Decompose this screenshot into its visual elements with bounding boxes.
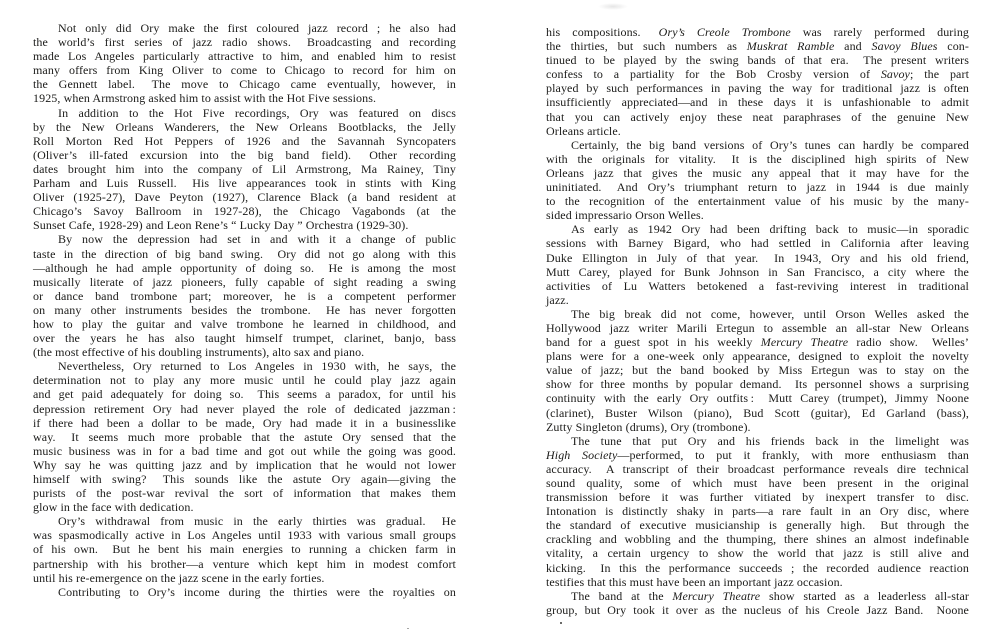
text-line [546,391,969,405]
text-run: The big break did not come, however, until Orson Welles asked the [571,306,969,321]
text-run: determination not to play any more music until he could play jazz again [33,373,456,388]
text-line [546,575,969,589]
text-run: group, but Ory took it over as the nucleus of his Creole Jazz Band. Noone [546,602,969,617]
paragraph [33,585,456,599]
text-line [546,265,969,279]
paragraph [546,307,969,434]
text-run: until his re-emergence on the jazz scene in the early forties. [33,570,325,585]
text-line [33,486,456,500]
text-line [33,303,456,317]
text-line [33,204,456,218]
text-run: Roll Morton Red Hot Peppers of 1926 and the Savannah Syncopaters [33,133,456,148]
text-run: of his own. But he bent his main energies to running a chicken farm in [33,542,456,557]
text-run: As early as 1942 Ory had been drifting back to music—in sporadic [571,222,969,237]
text-line [546,462,969,476]
italic-text-run: Savoy Blues [871,39,938,54]
text-line [33,176,456,190]
text-column-left [33,21,456,599]
text-run: tinued to be played by the swing bands of that era. The present writers [546,53,969,68]
text-line [546,39,969,53]
text-run: partnership with his brother—a venture which kept him in modest comfort [33,556,456,571]
text-run: Duke Ellington in July of that year. In 1943, Ory and his old friend, [546,250,969,265]
text-run: con- [937,39,970,54]
text-line [546,561,969,575]
scan-smudge-mark [598,3,628,10]
text-run: sided impressario Orson Welles. [546,208,704,223]
text-line [33,35,456,49]
text-line [33,247,456,261]
text-run: if there had been a dollar to be made, Ory had made it in a businesslike [33,415,456,430]
text-run: was spasmodically active in Los Angeles until 1933 with various small groups [33,528,456,543]
text-line [546,406,969,420]
text-run: Nevertheless, Ory returned to Los Angeles in 1930 with, he says, the [58,359,456,374]
text-run: music business was in for a bad time and got out while the going was good. [33,443,456,458]
text-line [546,166,969,180]
text-line [33,387,456,401]
text-run: insufficiently appreciated—and in these days it is unfashionable to admit [546,95,969,110]
italic-text-run: Savoy [880,67,910,82]
text-line [33,106,456,120]
text-line [33,416,456,430]
text-run: vitality, a certain urgency to show the world that jazz is still alive and [546,546,969,561]
text-run: The band at the [571,588,673,603]
text-run: ; the part [909,67,969,82]
text-line [33,528,456,542]
paragraph [33,106,456,233]
text-line [546,546,969,560]
text-line [33,63,456,77]
text-run: the Gennett label. The move to Chicago came eventually, however, in [33,77,456,92]
text-run: Contributing to Ory’s income during the thirties were the royalties on [58,584,456,599]
text-run: himself with swing? This sounds like the astute Ory again—giving the [33,472,456,486]
text-run: By now the depression had set in and with it a change of public [58,232,456,247]
italic-text-run: Mercury Theatre [672,588,761,603]
text-line [33,458,456,472]
text-line [33,261,456,275]
paragraph [33,359,456,514]
text-run: was rarely performed during [790,25,970,39]
text-line [546,194,969,208]
text-run: made Los Angeles particularly attractive to him, and enabled him to resist [33,49,456,64]
paragraph [546,434,969,589]
text-line [546,518,969,532]
text-line [33,571,456,585]
text-line [33,289,456,303]
text-line [33,557,456,571]
text-line [33,120,456,134]
text-line [546,236,969,250]
paragraph [546,589,969,617]
text-line [546,603,969,617]
text-run: taste in the direction of big band swing. Ory did not go along with this [33,246,456,261]
text-line [33,218,456,232]
text-run: show started as a leaderless all-star [760,588,969,603]
text-run: Intonation is distinctly shaky in parts—a rare fault in an Ory disc, where [546,504,969,519]
text-run: radio show. Welles’ [848,335,969,350]
print-artifact-dot [407,628,409,629]
paragraph [33,232,456,359]
text-run: Not only did Ory make the first coloured jazz record ; he also had [58,21,456,35]
text-run: sound quality, some of which must have been present in the original [546,476,969,490]
text-line [546,124,969,138]
text-run: over the years he has also taught himself trumpet, clarinet, banjo, bass [33,331,456,346]
text-run: glow in the face with dedication. [33,500,194,515]
text-line [33,275,456,289]
text-run: that you can actively enjoy these neat paraphrases of the genuine New [546,109,969,124]
text-line [33,542,456,556]
text-line [33,331,456,345]
text-line [33,162,456,176]
text-run: jazz. [546,292,569,307]
text-run: played by such performances in paving the way for traditional jazz is often [546,81,969,96]
text-line [33,430,456,444]
text-run: 1925, when Armstrong asked him to assist with the Hot Five sessions. [33,91,377,106]
text-run: or dance band trombone part; moreover, he is a competent performer [33,288,456,303]
text-run: (Oliver’s ill-fated excursion into the big band field). Other recording [33,147,456,162]
text-run: —although he had ample opportunity of doing so. He is among the most [33,260,456,275]
text-run: —performed, to put it frankly, with more enthusiasm than [617,447,969,462]
text-run: Orleans article. [546,123,621,138]
text-line [546,110,969,124]
text-line [33,585,456,599]
text-run: purists of the post-war revival the sort of information that makes them [33,486,456,501]
text-line [33,77,456,91]
text-run: his compositions. [546,25,659,39]
text-run: Sunset Cafe, 1928-29) and Leon Rene’s “ Lucky Day ” Orchestra (1929-30). [33,218,409,233]
text-line [546,180,969,194]
text-run: on many other instruments besides the trombone. He has never forgotten [33,302,456,317]
text-line [33,134,456,148]
text-line [33,373,456,387]
text-run: to the recognition of the entertainment value of his music by the many- [546,194,969,209]
text-run: Certainly, the big band versions of Ory’s tunes can hardly be compared [571,137,969,152]
text-run: continuity with the early Ory outfits : Mutt Carey (trumpet), Jimmy Noone [546,391,969,406]
text-line [546,589,969,603]
text-run: Parham and Luis Russell. His live appearances took in stints with King [33,176,456,191]
text-line [546,138,969,152]
text-line [33,49,456,63]
text-run: Why say he was quitting jazz and by implication that he would not lower [33,457,456,472]
text-run: by the New Orleans Wanderers, the New Orleans Bootblacks, the Jelly [33,119,456,134]
text-line [546,208,969,222]
text-line [33,190,456,204]
text-run: Ory’s withdrawal from music in the early thirties was gradual. He [58,514,456,529]
text-run: sessions with Barney Bigard, who had settled in California after leaving [546,236,969,251]
text-line [33,91,456,105]
text-run: confess to a partiality for the Bob Crosby version of [546,67,881,82]
text-run: crackling and wobbling and the thumping, there shines an almost indefinable [546,532,969,547]
text-line [33,345,456,359]
text-run: Zutty Singleton (drums), Ory (trombone). [546,419,751,434]
text-line [33,514,456,528]
paragraph [33,514,456,584]
text-line [546,335,969,349]
text-run: show for three months by popular demand. Its personnel shows a surprising [546,377,969,392]
text-line [546,363,969,377]
text-line [33,359,456,373]
text-run: with the originals for vitality. It is the disciplined high spirits of New [546,151,969,166]
text-run: testifies that this must have been an important jazz occasion. [546,574,843,589]
text-run: dates brought him into the company of Lil Armstrong, Ma Rainey, Tiny [33,161,456,176]
text-run: depression retirement Ory had never played the role of dedicated jazzman : [33,401,456,416]
text-line [33,317,456,331]
text-line [546,349,969,363]
text-line [546,81,969,95]
italic-text-run: Muskrat Ramble [746,39,835,54]
text-line [546,321,969,335]
text-column-right [546,25,969,617]
text-line [546,434,969,448]
text-run: way. It seems much more probable that the astute Ory sensed that the [33,429,456,444]
text-run: accuracy. A transcript of their broadcast performance reveals dire technical [546,461,969,476]
text-line [546,293,969,307]
text-run: the thirties, but such numbers as [546,39,747,54]
paragraph [546,138,969,223]
text-run: musically literate of jazz pioneers, fully capable of sight reading a swing [33,274,456,289]
text-run: how to play the guitar and valve trombone he learned in childhood, and [33,316,456,331]
text-line [546,95,969,109]
text-line [546,504,969,518]
text-line [546,222,969,236]
text-run: the standard of executive musicianship is generally high. But through the [546,518,969,533]
text-line [546,67,969,81]
text-run: Orleans jazz that gives the music any appeal that it may have for the [546,165,969,180]
paragraph [546,222,969,307]
text-line [546,25,969,39]
text-line [33,444,456,458]
text-line [546,420,969,434]
text-line [546,152,969,166]
text-line [33,472,456,486]
paragraph [546,25,969,138]
text-run: The tune that put Ory and his friends back in the limelight was [571,433,969,448]
italic-text-run: High Society [546,447,618,462]
text-run: the world’s first series of jazz radio shows. Broadcasting and recording [33,35,456,50]
text-line [33,402,456,416]
text-run: kicking. In this the performance succeeds ; the recorded audience reaction [546,560,969,575]
print-artifact-dot [560,622,562,624]
text-line [546,476,969,490]
italic-text-run: Mercury Theatre [760,335,849,350]
text-line [33,148,456,162]
text-run: Hollywood jazz writer Marili Ertegun to assemble an all-star New Orleans [546,320,969,335]
text-line [546,53,969,67]
text-line [33,21,456,35]
text-run: uninitiated. And Ory’s triumphant return to jazz in 1944 is due mainly [546,180,969,195]
text-line [546,251,969,265]
text-line [546,532,969,546]
text-run: many offers from King Oliver to come to Chicago to record for him on [33,63,456,78]
text-run: Mutt Carey, played for Bunk Johnson in San Francisco, a city where the [546,264,969,279]
text-run: Oliver (1925-27), Dave Peyton (1927), Clarence Black (a band resident at [33,190,456,205]
text-run: and get paid adequately for doing so. This seems a paradox, for until his [33,387,456,402]
text-line [546,490,969,504]
italic-text-run: Ory’s Creole Trombone [658,25,791,39]
text-run: value of jazz; but the band booked by Miss Ertegun was to stay on the [546,363,969,378]
text-run: Chicago’s Savoy Ballroom in 1927-28), the Chicago Vagabonds (at the [33,204,456,219]
text-line [546,307,969,321]
text-line [546,279,969,293]
text-run: plans were for a one-week only appearance, designed to exploit the novelty [546,349,969,364]
text-run: (the most effective of his doubling instruments), alto sax and piano. [33,345,365,360]
text-run: In addition to the Hot Five recordings, Ory was featured on discs [58,105,456,120]
paragraph [33,21,456,106]
text-line [33,500,456,514]
text-run: band for a guest spot in his weekly [546,335,761,350]
text-run: (clarinet), Buster Wilson (piano), Bud Scott (guitar), Ed Garland (bass), [546,405,969,420]
text-line [546,377,969,391]
text-run: transmission before it was further vitiated by inexpert transfer to disc. [546,490,969,505]
text-line [546,448,969,462]
text-line [33,232,456,246]
text-run: activities of Lu Watters betokened a fast-reviving interest in traditional [546,278,969,293]
text-run: and [834,39,872,54]
